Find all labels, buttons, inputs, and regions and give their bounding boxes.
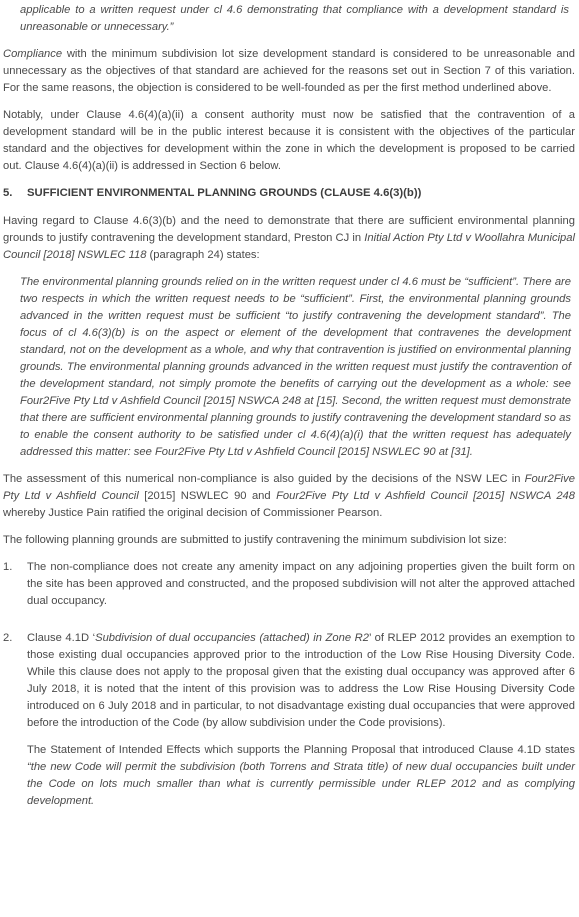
sub-paragraph-quote: “the new Code will permit the subdivision (both Torrens and Strata title) of new dual occupancies built under the Code on lots much smaller than what is currently permissible under RLEP 2012 and as complying development.: [27, 761, 575, 807]
case-citation: Initial Action Pty Ltd v Woollahra Municipal Council [2018] NSWLEC 118: [3, 232, 575, 261]
paragraph-notably: Notably, under Clause 4.6(4)(a)(ii) a consent authority must now be satisfied that the contravention of a development standard will be in the public interest because it is consistent with the objectives of the particular standard and the objectives for development within the zone in which the development is proposed to be carried out. Clause 4.6(4)(a)(ii) is addressed in Section 6 below.: [3, 109, 575, 172]
assessment-case-b: Four2Five Pty Ltd v Ashfield Council [2015] NSWCA 248: [276, 490, 575, 502]
list-item-text: [27, 630, 575, 732]
paragraph-assessment: [3, 471, 575, 522]
list-number: 1.: [3, 561, 13, 573]
assessment-text-a: The assessment of this numerical non-compliance is also guided by the decisions of the NSW LEC in: [3, 473, 525, 485]
compliance-text: with the minimum subdivision lot size development standard is considered to be unreasonable and unnecessary as the objectives of that standard are achieved for the reasons set out in Section 7 of this variation. For the same reasons, the objection is considered to be well-founded as per the first method underlined above.: [3, 48, 575, 94]
assessment-text-c: whereby Justice Pain ratified the original decision of Commissioner Pearson.: [3, 507, 383, 519]
sub-paragraph-pre: The Statement of Intended Effects which supports the Planning Proposal that introduced Clause 4.1D states: [27, 744, 575, 756]
having-regard-post: (paragraph 24) states:: [146, 249, 260, 261]
section-number: 5.: [3, 187, 13, 199]
paragraph-following: The following planning grounds are submitted to justify contravening the minimum subdivision lot size:: [3, 534, 507, 546]
having-regard-pre: Having regard to Clause 4.6(3)(b) and the need to demonstrate that there are sufficient environmental planning grounds to justify contravening the development standard, Preston CJ in: [3, 215, 575, 244]
clause-title: Subdivision of dual occupancies (attached) in Zone R2: [95, 632, 369, 644]
assessment-case-a: Four2Five Pty Ltd v Ashfield Council: [3, 473, 575, 502]
sub-paragraph: [3, 742, 575, 810]
list-item-text: The non-compliance does not create any amenity impact on any adjoining properties given the built form on the site has been approved and constructed, and the proposed subdivision will not alter the approved attached dual occupancy.: [27, 561, 575, 607]
list-item: [3, 559, 575, 610]
section-heading: [3, 185, 575, 202]
assessment-text-b: [2015] NSWLEC 90 and: [138, 490, 277, 502]
paragraph-compliance: [3, 46, 575, 97]
quote-continuation: applicable to a written request under cl 4.6 demonstrating that compliance with a development standard is unreasonable or unnecessary.”: [20, 4, 569, 33]
list-item-text-post: ’ of RLEP 2012 provides an exemption to those existing dual occupancies approved prior to the introduction of the Low Rise Housing Diversity Code. While this clause does not apply to the proposal given that the existing dual occupancy was approved after 6 July 2018, it is noted that the intent of this provision was to address the Low Rise Housing Diversity Code introduced on 6 July 2018 and in particular, to not disadvantage existing dual occupancies that were approved before the introduction of the Code (by allow subdivision under the Code provisions).: [27, 632, 576, 729]
list-item-text-pre: Clause 4.1D ‘: [27, 632, 96, 644]
list-item: [3, 630, 575, 732]
paragraph-having-regard: [3, 213, 575, 264]
section-title: SUFFICIENT ENVIRONMENTAL PLANNING GROUNDS (CLAUSE 4.6(3)(b)): [27, 187, 422, 199]
compliance-lead: Compliance: [3, 48, 63, 60]
list-number: 2.: [3, 632, 13, 644]
block-quote: The environmental planning grounds relied on in the written request under cl 4.6 must be “sufficient”. There are two respects in which the written request needs to be “sufficient”. First, the environmental planning grounds advanced in the written request must be sufficient “to justify contravening the development standard”. The focus of cl 4.6(3)(b) is on the aspect or element of the development that contravenes the development standard, not on the development as a whole, and why that contravention is justified on environmental planning grounds. The environmental planning grounds advanced in the written request must justify the contravention of the development standard, not simply promote the benefits of carrying out the development as a whole: see Four2Five Pty Ltd v Ashfield Council [2015] NSWCA 248 at [15]. Second, the written request must demonstrate that there are sufficient environmental planning grounds to justify contravening the development standard so as to enable the consent authority to be satisfied under cl 4.6(4)(a)(i) that the written request has adequately addressed this matter: see Four2Five Pty Ltd v Ashfield Council [2015] NSWLEC 90 at [31].: [20, 276, 571, 458]
